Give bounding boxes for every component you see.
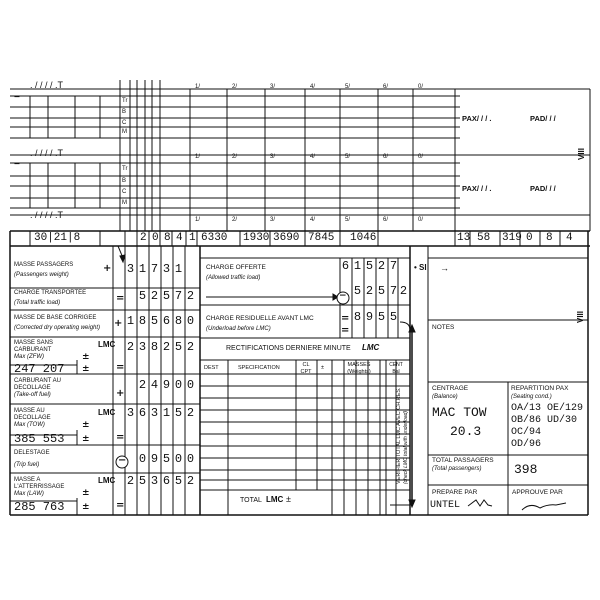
zfw-d3: 2 — [162, 340, 171, 354]
row1-col6: 6/ — [383, 84, 389, 90]
total-pax-value: 398 — [514, 462, 538, 477]
rep-value-0: OA/13 OE/129 — [511, 403, 584, 414]
row2-col4: 4/ — [310, 154, 316, 160]
row1-sub-c: C — [122, 120, 127, 126]
centrage-sub: (Balance) — [432, 394, 458, 400]
passengers-sub: (Passengers weight) — [14, 272, 69, 278]
col-pm: ± — [321, 365, 325, 371]
summary-r1: 58 — [477, 232, 491, 244]
row1-col0: 0/ — [418, 84, 424, 90]
offered-d2: 5 — [365, 259, 374, 273]
row1-col5: 5/ — [345, 84, 351, 90]
transported-d1: 2 — [150, 289, 159, 303]
approved-label: APPROUVE PAR — [512, 489, 563, 496]
row1-col4: 4/ — [310, 84, 316, 90]
summary-v0: 2 — [140, 232, 147, 244]
rep-value-1: OB/86 UD/30 — [511, 415, 578, 426]
rep-value-3: OD/96 — [511, 439, 542, 450]
centrage-value1: MAC TOW — [432, 405, 487, 420]
row3-col1: 1/ — [195, 217, 201, 223]
mid-transported-d1: 2 — [365, 284, 374, 298]
total-lmc: LMC — [266, 495, 284, 504]
law-d4: 5 — [174, 474, 183, 488]
law-sign: = — [116, 500, 125, 511]
residual-label: CHARGE RESIDUELLE AVANT LMC — [206, 315, 314, 322]
law-d3: 6 — [162, 474, 171, 488]
transported-sign: = — [116, 293, 125, 304]
vertical-note: VERIFIER TOTAL LMC AVEC CH.RES. — [396, 387, 402, 484]
row3-col2: 2/ — [232, 217, 238, 223]
trip-d2: 5 — [162, 452, 171, 466]
residual-sign: = — [341, 313, 350, 324]
tow-d2: 3 — [150, 406, 159, 420]
row1-pax: PAX/ / / . — [462, 114, 492, 123]
summary-v6: 1930 — [243, 232, 270, 244]
zfw-sub: Max (ZFW) — [14, 354, 44, 360]
summary-r2: 319 — [502, 232, 522, 244]
tow-d3: 1 — [162, 406, 171, 420]
summary-v4: 1 — [189, 232, 196, 244]
mid-transported-d0: 5 — [353, 284, 362, 298]
law-label: MASSE A L'ATTERRISSAGE — [14, 477, 65, 490]
tow-label: MASSE AU DECOLLAGE — [14, 408, 51, 421]
row1-sub-tr: Tr — [122, 98, 128, 104]
passengers-d4: 1 — [174, 262, 183, 276]
rep-value-2: OC/94 — [511, 427, 542, 438]
row3-col4: 4/ — [310, 217, 316, 223]
summary-v5: 6330 — [201, 232, 228, 244]
row3-prefix: . / / / / .T — [30, 210, 64, 220]
si-arrow-icon: → — [440, 263, 449, 273]
mid-transported-d2: 5 — [377, 284, 386, 298]
law-d5: 2 — [186, 474, 195, 488]
law-pm2: ± — [82, 502, 90, 512]
residual-d0: 8 — [353, 310, 362, 324]
takeoff-fuel-d2: 9 — [162, 378, 171, 392]
top-side-mark: VIII — [577, 147, 586, 160]
zfw-max-value: 247 207 — [14, 362, 65, 376]
summary-v7: 3690 — [273, 232, 300, 244]
transported-d0: 5 — [138, 289, 147, 303]
tow-d5: 2 — [186, 406, 195, 420]
passengers-d1: 1 — [138, 262, 147, 276]
right-side-mark: VIII — [576, 310, 585, 323]
prepared-value: UNTEL — [430, 500, 461, 511]
residual-d2: 5 — [377, 310, 386, 324]
row2-sub-m: M — [122, 200, 127, 206]
offered-minus: − — [339, 291, 347, 301]
summary-r4: 8 — [546, 232, 553, 244]
offered-d0: 6 — [341, 259, 350, 273]
passengers-d0: 3 — [126, 262, 135, 276]
tow-d0: 3 — [126, 406, 135, 420]
total-label: TOTAL — [240, 497, 262, 504]
offered-d3: 2 — [377, 259, 386, 273]
transported-d3: 7 — [174, 289, 183, 303]
transported-sub: (Total traffic load) — [14, 300, 61, 306]
row2-sub-c: C — [122, 189, 127, 195]
transported-label: CHARGE TRANSPORTEE — [14, 290, 87, 296]
law-pm: ± — [82, 488, 90, 498]
col-cent: CENT Bal — [389, 362, 403, 375]
summary-v9: 1046 — [350, 232, 377, 244]
offered-d1: 1 — [353, 259, 362, 273]
takeoff-fuel-sign: + — [116, 388, 125, 399]
summary-v8: 7845 — [308, 232, 335, 244]
col-masses: MASSES (Weights) — [347, 362, 371, 375]
zfw-sign: = — [116, 362, 125, 373]
dry-d0: 1 — [126, 314, 135, 328]
transported-d4: 2 — [186, 289, 195, 303]
rectif-title: RECTIFICATIONS DERNIERE MINUTE — [226, 345, 351, 352]
col-dest: DEST — [204, 365, 219, 371]
row1-col1: 1/ — [195, 84, 201, 90]
row2-prefix: . / / / / .T — [30, 148, 64, 158]
row1-sub-m: M — [122, 129, 127, 135]
takeoff-fuel-d0: 2 — [138, 378, 147, 392]
law-d2: 3 — [150, 474, 159, 488]
trip-sub: (Trip fuel) — [14, 462, 40, 468]
prepared-label: PREPARE PAR — [432, 489, 478, 496]
law-max-value: 285 763 — [14, 500, 65, 514]
row3-col5: 5/ — [345, 217, 351, 223]
dry-d4: 8 — [174, 314, 183, 328]
dry-d3: 6 — [162, 314, 171, 328]
zfw-label: MASSE SANS CARBURANT — [14, 340, 54, 353]
residual-sign2: = — [341, 325, 350, 336]
trip-d4: 0 — [186, 452, 195, 466]
row3-col6: 6/ — [383, 217, 389, 223]
row2-minus: − — [14, 159, 20, 170]
transported-d2: 5 — [162, 289, 171, 303]
zfw-d0: 2 — [126, 340, 135, 354]
offered-sub: (Allowed traffic load) — [206, 275, 261, 281]
tow-max-value: 385 553 — [14, 432, 65, 446]
law-sub: Max (LAW) — [14, 491, 44, 497]
law-lmc: LMC — [98, 476, 116, 485]
law-d1: 5 — [138, 474, 147, 488]
summary-r0: 13 — [457, 232, 471, 244]
passengers-d3: 3 — [162, 262, 171, 276]
row2-col0: 0/ — [418, 154, 424, 160]
zfw-pm2: ± — [82, 364, 90, 374]
tow-sign: = — [116, 432, 125, 443]
dry-d2: 5 — [150, 314, 159, 328]
takeoff-fuel-d1: 4 — [150, 378, 159, 392]
row3-col3: 3/ — [270, 217, 276, 223]
row1-sub-b: B — [122, 109, 127, 115]
total-pax-label: TOTAL PASSAGERS — [432, 457, 494, 464]
takeoff-fuel-label: CARBURANT AU DECOLLAGE — [14, 378, 61, 391]
residual-d3: 5 — [389, 310, 398, 324]
row1-col3: 3/ — [270, 84, 276, 90]
summary-v2: 8 — [164, 232, 171, 244]
mid-transported-d4: 2 — [399, 284, 408, 298]
passengers-d2: 7 — [150, 262, 159, 276]
total-pm: ± — [286, 494, 291, 504]
trip-d0: 0 — [138, 452, 147, 466]
si-label: • SI — [414, 263, 427, 272]
trip-label: DELESTAGE — [14, 450, 50, 456]
row2-col2: 2/ — [232, 154, 238, 160]
row2-sub-tr: Tr — [122, 166, 128, 172]
centrage-label: CENTRAGE — [432, 385, 469, 392]
rectif-lmc: LMC — [362, 343, 380, 352]
row2-col6: 6/ — [383, 154, 389, 160]
trip-sign: − — [118, 455, 127, 466]
mid-transported-d3: 7 — [389, 284, 398, 298]
tow-lmc: LMC — [98, 408, 116, 417]
dry-label: MASSE DE BASE CORRIGEE — [14, 315, 97, 321]
zfw-d2: 8 — [150, 340, 159, 354]
vertical-sub: (check LMC total with underload) — [403, 410, 409, 484]
row2-col5: 5/ — [345, 154, 351, 160]
total-pax-sub: (Total passengers) — [432, 466, 482, 472]
summary-v1: 0 — [152, 232, 159, 244]
row2-pax: PAX/ / / . — [462, 184, 492, 193]
col-cl-cpt: CL CPT — [300, 362, 312, 375]
residual-d1: 9 — [365, 310, 374, 324]
tow-d1: 6 — [138, 406, 147, 420]
summary-r5: 4 — [566, 232, 573, 244]
dry-sign: + — [114, 318, 123, 329]
trip-d1: 9 — [150, 452, 159, 466]
row1-pad: PAD/ / / — [530, 114, 556, 123]
row2-col3: 3/ — [270, 154, 276, 160]
notes-label: NOTES — [432, 324, 455, 331]
tow-sub: Max (TOW) — [14, 422, 45, 428]
passengers-label: MASSE PASSAGERS — [14, 262, 74, 268]
dry-d5: 0 — [186, 314, 195, 328]
law-d0: 2 — [126, 474, 135, 488]
summary-date: 30|21|8 — [34, 232, 81, 244]
zfw-d1: 3 — [138, 340, 147, 354]
summary-r3: 0 — [526, 232, 533, 244]
repartition-sub: (Seating cond.) — [511, 394, 552, 400]
centrage-value2: 20.3 — [450, 424, 482, 439]
row1-col2: 2/ — [232, 84, 238, 90]
zfw-d4: 5 — [174, 340, 183, 354]
tow-d4: 5 — [174, 406, 183, 420]
row1-minus: − — [14, 92, 20, 103]
takeoff-fuel-sub: (Take-off fuel) — [14, 392, 51, 398]
zfw-d5: 2 — [186, 340, 195, 354]
takeoff-fuel-d3: 0 — [174, 378, 183, 392]
residual-sub: (Underload before LMC) — [206, 326, 271, 332]
dry-sub: (Corrected dry operating weight) — [14, 325, 101, 331]
offered-label: CHARGE OFFERTE — [206, 264, 266, 271]
zfw-pm: ± — [82, 352, 90, 362]
row3-col0: 0/ — [418, 217, 424, 223]
trip-d3: 0 — [174, 452, 183, 466]
row1-prefix: . / / / / .T — [30, 80, 64, 90]
offered-d4: 7 — [389, 259, 398, 273]
tow-pm: ± — [82, 420, 90, 430]
zfw-lmc: LMC — [98, 340, 116, 349]
summary-v3: 4 — [176, 232, 183, 244]
row2-pad: PAD/ / / — [530, 184, 556, 193]
col-specification: SPECIFICATION — [238, 365, 280, 371]
takeoff-fuel-d4: 0 — [186, 378, 195, 392]
dry-d1: 8 — [138, 314, 147, 328]
row2-col1: 1/ — [195, 154, 201, 160]
row2-sub-b: B — [122, 178, 127, 184]
tow-pm2: ± — [82, 434, 90, 444]
passengers-sign: + — [103, 263, 112, 274]
repartition-label: REPARTITION PAX — [511, 385, 569, 392]
